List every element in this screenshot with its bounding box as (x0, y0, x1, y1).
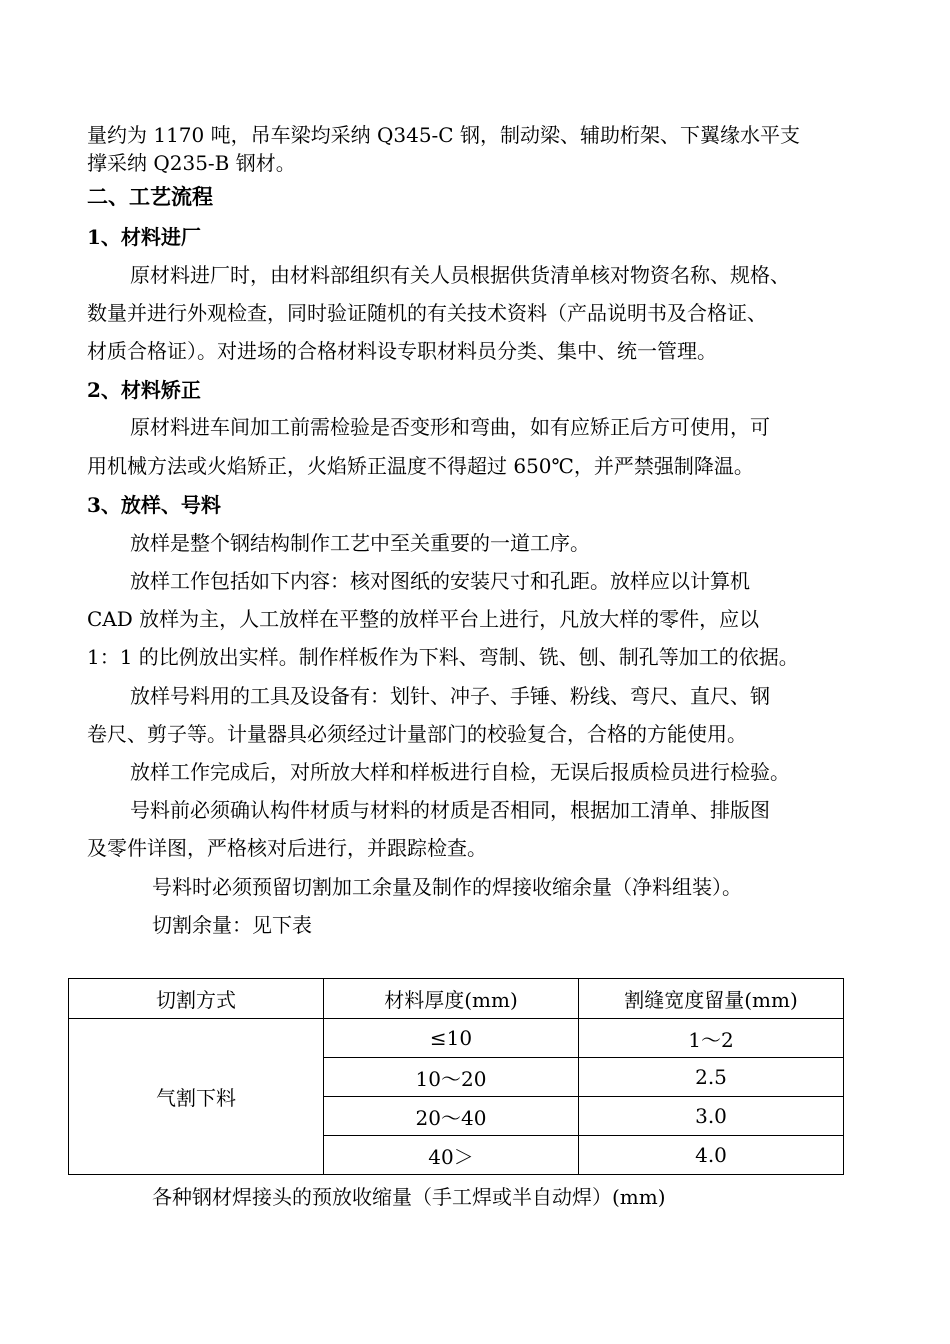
paragraph-4-line-3: 1：1 的比例放出实样。制作样板作为下料、弯制、铣、刨、制孔等加工的依据。 (87, 645, 799, 669)
paragraph-4-line-2: CAD 放样为主，人工放样在平整的放样平台上进行，凡放大样的零件，应以 (87, 607, 760, 631)
paragraph-1-line-3: 材质合格证）。对进场的合格材料设专职材料员分类、集中、统一管理。 (87, 339, 717, 363)
paragraph-7-line-1: 号料前必须确认构件材质与材料的材质是否相同，根据加工清单、排版图 (130, 798, 770, 822)
intro-text-line-1: 量约为 1170 吨，吊车梁均采纳 Q345-C 钢，制动梁、辅助桁架、下翼缘水平支 (87, 123, 800, 147)
cell-allowance: 3.0 (579, 1097, 844, 1136)
cell-cutting-method: 气割下料 (69, 1019, 324, 1175)
cell-allowance: 4.0 (579, 1136, 844, 1175)
header-kerf-allowance: 割缝宽度留量(mm) (579, 979, 844, 1019)
cell-thickness: 10～20 (324, 1058, 579, 1097)
subheading-material-straightening: 2、材料矫正 (87, 378, 201, 402)
paragraph-5-line-1: 放样号料用的工具及设备有：划针、冲子、手锤、粉线、弯尺、直尺、钢 (130, 684, 770, 708)
paragraph-2-line-2: 用机械方法或火焰矫正，火焰矫正温度不得超过 650℃，并严禁强制降温。 (87, 454, 754, 478)
cell-thickness: 20～40 (324, 1097, 579, 1136)
cell-thickness: 40＞ (324, 1136, 579, 1175)
paragraph-4-line-1: 放样工作包括如下内容：核对图纸的安装尺寸和孔距。放样应以计算机 (130, 569, 750, 593)
paragraph-1-line-1: 原材料进厂时，由材料部组织有关人员根据供货清单核对物资名称、规格、 (130, 263, 790, 287)
paragraph-1-line-2: 数量并进行外观检查，同时验证随机的有关技术资料（产品说明书及合格证、 (87, 301, 767, 325)
cutting-allowance-table (68, 978, 843, 1174)
cell-allowance: 1～2 (579, 1019, 844, 1058)
intro-text-line-2: 撑采纳 Q235-B 钢材。 (87, 151, 296, 175)
header-cutting-method: 切割方式 (69, 979, 324, 1019)
paragraph-7-line-2: 及零件详图，严格核对后进行，并跟踪检查。 (87, 836, 487, 860)
header-material-thickness: 材料厚度(mm) (324, 979, 579, 1019)
section-heading-process: 二、工艺流程 (87, 184, 213, 209)
table-row (69, 1019, 844, 1058)
subheading-material-entry: 1、材料进厂 (87, 225, 201, 249)
table-header-row (69, 979, 844, 1019)
subheading-layout-marking: 3、放样、号料 (87, 493, 221, 517)
paragraph-9-line-1: 切割余量：见下表 (152, 913, 312, 937)
paragraph-2-line-1: 原材料进车间加工前需检验是否变形和弯曲，如有应矫正后方可使用，可 (130, 415, 770, 439)
cell-allowance: 2.5 (579, 1058, 844, 1097)
cell-thickness: ≤10 (324, 1019, 579, 1058)
after-table-caption: 各种钢材焊接头的预放收缩量（手工焊或半自动焊）(mm) (152, 1185, 666, 1209)
paragraph-5-line-2: 卷尺、剪子等。计量器具必须经过计量部门的校验复合，合格的方能使用。 (87, 722, 747, 746)
paragraph-3-line-1: 放样是整个钢结构制作工艺中至关重要的一道工序。 (130, 531, 590, 555)
paragraph-6-line-1: 放样工作完成后，对所放大样和样板进行自检，无误后报质检员进行检验。 (130, 760, 790, 784)
paragraph-8-line-1: 号料时必须预留切割加工余量及制作的焊接收缩余量（净料组装）。 (152, 875, 742, 899)
